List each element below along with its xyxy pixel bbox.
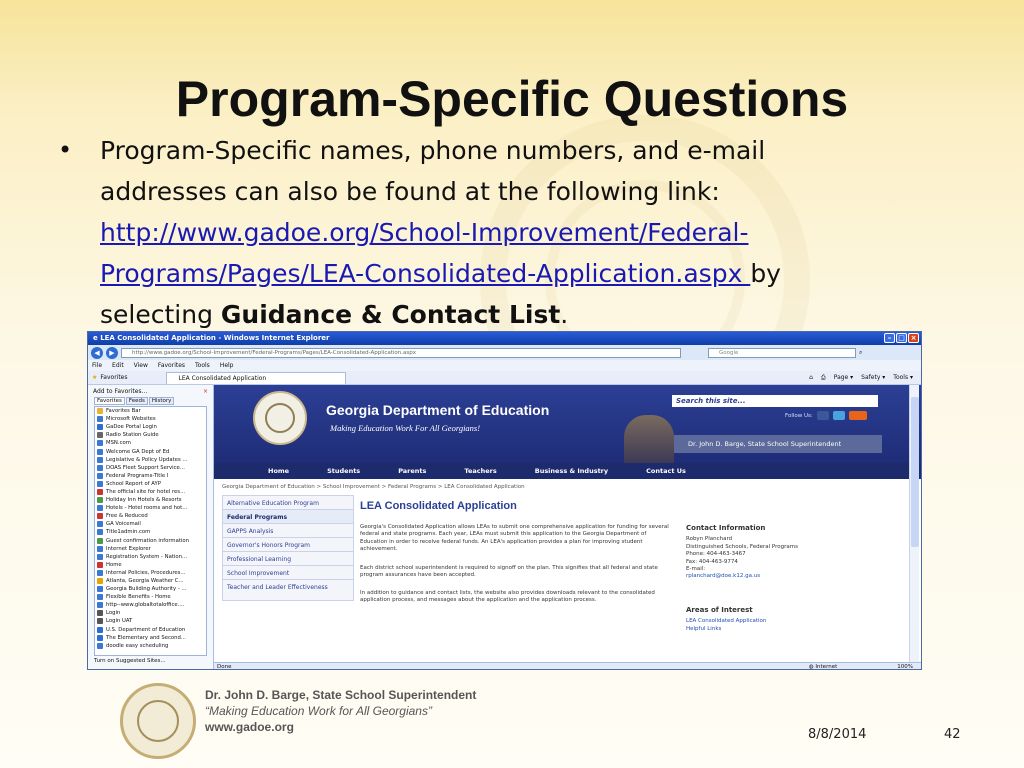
- favorite-page-icon: [97, 643, 103, 649]
- favorite-item-label: Welcome GA Dept of Ed: [106, 448, 170, 455]
- contact-fax: Fax: 404-463-9774: [686, 558, 738, 565]
- forward-icon[interactable]: ▶: [106, 347, 118, 359]
- favorites-button[interactable]: Favorites: [100, 374, 128, 381]
- contact-heading: Contact Information: [686, 524, 766, 532]
- ie-icon: e: [93, 334, 101, 342]
- favorite-item-label: Hotels - Hotel rooms and hot...: [106, 505, 188, 512]
- tab-feeds[interactable]: Feeds: [126, 397, 148, 405]
- contact-phone: Phone: 404-463-3467: [686, 551, 746, 558]
- areas-of-interest: [686, 607, 816, 633]
- favorite-page-icon: [97, 489, 103, 495]
- tab-favorites[interactable]: Favorites: [94, 397, 125, 405]
- suggested-sites-link[interactable]: Turn on Suggested Sites...: [94, 658, 166, 664]
- signoff-paragraph: Each district school superintendent is required to signoff on the plan. This signifies that all federal and state program assurances have been accepted.: [360, 565, 658, 579]
- contact-name: Robyn Planchard: [686, 536, 733, 543]
- close-panel-icon[interactable]: ×: [202, 387, 208, 395]
- favorite-item-label: Internal Policies, Procedures...: [106, 569, 186, 576]
- favorite-item[interactable]: [95, 488, 206, 496]
- favorite-item[interactable]: [95, 545, 206, 553]
- favorite-item[interactable]: [95, 407, 206, 415]
- favorite-page-icon: [97, 521, 103, 527]
- favorite-page-icon: [97, 570, 103, 576]
- footer-seal-inner: [137, 700, 179, 742]
- favorite-item-label: Legislative & Policy Updates ...: [106, 456, 188, 463]
- search-icon[interactable]: ⌕: [859, 348, 863, 356]
- contact-information: [686, 525, 816, 581]
- slide-number: 42: [944, 727, 961, 742]
- footer-website: www.gadoe.org: [205, 720, 294, 734]
- zoom-level[interactable]: 100%: [897, 664, 913, 670]
- status-right: [809, 663, 913, 670]
- facebook-icon[interactable]: [817, 411, 829, 420]
- favorite-page-icon: [97, 424, 103, 430]
- favorite-item-label: doodle easy scheduling: [106, 642, 169, 649]
- favorite-item[interactable]: [95, 609, 206, 617]
- areas-heading: Areas of Interest: [686, 606, 753, 614]
- gde-main-nav: [214, 463, 922, 479]
- rss-icon[interactable]: [849, 411, 867, 420]
- favorites-panel-header: [88, 385, 213, 397]
- favorite-page-icon: [97, 449, 103, 455]
- favorite-page-icon: [97, 594, 103, 600]
- favorite-item[interactable]: [95, 553, 206, 561]
- favorite-item[interactable]: [95, 415, 206, 423]
- contact-email-link[interactable]: rplanchard@doe.k12.ga.us: [686, 573, 761, 580]
- favorite-item[interactable]: [95, 585, 206, 593]
- bullet-bold-text: Guidance & Contact List: [220, 300, 561, 329]
- favorite-page-icon: [97, 481, 103, 487]
- gadoe-link[interactable]: http://www.gadoe.org/School-Improvement/Federal-Programs/Pages/LEA-Consolidated-Application.aspx: [100, 218, 751, 288]
- nav-home[interactable]: Home: [268, 467, 290, 475]
- favorite-item[interactable]: [95, 561, 206, 569]
- georgia-seal-inner: [265, 403, 295, 433]
- menu-file[interactable]: File: [92, 362, 103, 369]
- favorite-item[interactable]: [95, 642, 206, 650]
- internet-zone: [809, 663, 837, 670]
- favorite-item[interactable]: [95, 439, 206, 447]
- favorite-item[interactable]: [95, 456, 206, 464]
- bullet-period: .: [560, 300, 569, 329]
- footer-superintendent: Dr. John D. Barge, State School Superintendent: [205, 688, 477, 702]
- gde-tagline: Making Education Work For All Georgians!: [330, 423, 481, 433]
- favorite-item-label: MSN.com: [106, 440, 131, 447]
- favorite-item-label: Flexible Benefits - Home: [106, 594, 171, 601]
- breadcrumb[interactable]: Georgia Department of Education > School Improvement > Federal Programs > LEA Consolidated Application: [222, 484, 525, 490]
- menu-tools[interactable]: Tools: [195, 362, 210, 369]
- favorite-item[interactable]: [95, 634, 206, 642]
- page-menu[interactable]: Page ▾: [833, 373, 854, 381]
- favorite-page-icon: [97, 432, 103, 438]
- favorite-page-icon: [97, 546, 103, 552]
- favorite-page-icon: [97, 578, 103, 584]
- favorite-item-label: Home: [106, 561, 122, 568]
- favorite-item-label: DOAS Fleet Support Service...: [106, 464, 185, 471]
- favorites-list: [94, 406, 207, 656]
- nav-teachers[interactable]: Teachers: [464, 467, 497, 475]
- tab-lea-consolidated[interactable]: LEA Consolidated Application: [166, 372, 346, 384]
- follow-us: [785, 411, 867, 420]
- downloads-paragraph: In addition to guidance and contact lists, the website also provides downloads relevant to the consolidated application process, and messages about the application and the application process.: [360, 590, 655, 604]
- favorite-item[interactable]: [95, 447, 206, 455]
- favorite-item-label: Guest confirmation information: [106, 537, 189, 544]
- sidenav-governors-honors[interactable]: Governor's Honors Program: [222, 537, 354, 552]
- gde-site-title[interactable]: Georgia Department of Education: [326, 402, 550, 418]
- superintendent-photo: [624, 415, 674, 463]
- contact-role: Distinguished Schools, Federal Programs: [686, 543, 799, 550]
- address-bar: [88, 345, 921, 360]
- bullet-text: [100, 130, 890, 335]
- minimize-icon[interactable]: –: [884, 333, 895, 343]
- menu-favorites[interactable]: Favorites: [157, 362, 186, 369]
- favorites-tabs: [88, 397, 213, 405]
- footer-tagline: “Making Education Work for All Georgians”: [205, 704, 432, 718]
- star-icon: ★: [92, 374, 98, 381]
- favorite-item-label: Federal Programs-Title I: [106, 472, 169, 479]
- favorite-item-label: U.S. Department of Education: [106, 626, 186, 633]
- favorite-page-icon: [97, 586, 103, 592]
- twitter-icon[interactable]: [833, 411, 845, 420]
- favorite-item-label: Holiday Inn Hotels & Resorts: [106, 497, 182, 504]
- sidenav-federal-programs[interactable]: Federal Programs: [222, 509, 354, 524]
- favorite-item[interactable]: [95, 431, 206, 439]
- favorite-item-label: GaDoe Portal Login: [106, 424, 157, 431]
- favorite-item[interactable]: [95, 601, 206, 609]
- bullet-line: Program-Specific names, phone numbers, and e-mail addresses can also be found at the following link:: [100, 136, 766, 206]
- tab-history[interactable]: History: [149, 397, 175, 405]
- globe-icon: ◍: [808, 664, 816, 670]
- favorite-item-label: The official site for hotel res...: [106, 488, 186, 495]
- area-link-helpful[interactable]: Helpful Links: [686, 625, 722, 632]
- favorite-item[interactable]: [95, 504, 206, 512]
- favorite-page-icon: [97, 562, 103, 568]
- favorite-item-label: School Report of AYP: [106, 480, 161, 487]
- sidenav-alternative-education[interactable]: Alternative Education Program: [222, 495, 354, 510]
- favorite-page-icon: [97, 408, 103, 414]
- favorite-item[interactable]: [95, 480, 206, 488]
- status-bar: [214, 662, 922, 670]
- favorite-item-label: Favorites Bar: [106, 408, 141, 415]
- favorite-item-label: http--www.globaltotaloffice....: [106, 602, 185, 609]
- gde-header: [214, 385, 922, 463]
- favorite-item[interactable]: [95, 617, 206, 625]
- favorite-item[interactable]: [95, 496, 206, 504]
- web-content: [214, 385, 922, 662]
- page-title: LEA Consolidated Application: [360, 500, 517, 512]
- favorite-item[interactable]: [95, 626, 206, 634]
- favorite-item[interactable]: [95, 528, 206, 536]
- home-icon[interactable]: ⌂: [809, 373, 813, 381]
- favorite-page-icon: [97, 465, 103, 471]
- side-nav: [222, 495, 354, 600]
- favorite-item-label: Login: [106, 610, 121, 617]
- favorite-item-label: GA Voicemail: [106, 521, 141, 528]
- sidenav-professional-learning[interactable]: Professional Learning: [222, 551, 354, 566]
- sidenav-school-improvement[interactable]: School Improvement: [222, 565, 354, 580]
- favorite-page-icon: [97, 627, 103, 633]
- follow-us-label: Follow Us:: [785, 412, 813, 419]
- site-search-input[interactable]: Search this site...: [672, 395, 878, 407]
- favorite-page-icon: [97, 416, 103, 422]
- favorite-item-label: Radio Station Guide: [106, 432, 159, 439]
- nav-parents[interactable]: Parents: [398, 467, 427, 475]
- slide-date: 8/8/2014: [808, 727, 867, 742]
- safety-menu[interactable]: Safety ▾: [861, 373, 886, 381]
- favorites-panel: [88, 385, 214, 670]
- favorite-item[interactable]: [95, 569, 206, 577]
- sidenav-teacher-leader[interactable]: Teacher and Leader Effectiveness: [222, 579, 354, 601]
- menu-bar: [88, 360, 921, 371]
- favorite-item-label: Georgia Building Authority - ...: [106, 586, 187, 593]
- slide-title: Program-Specific Questions: [175, 71, 849, 127]
- favorite-item[interactable]: [95, 577, 206, 585]
- favorite-page-icon: [97, 538, 103, 544]
- favorite-page-icon: [97, 473, 103, 479]
- scrollbar-thumb[interactable]: [911, 397, 919, 547]
- favorite-page-icon: [97, 505, 103, 511]
- add-to-favorites-button[interactable]: Add to Favorites...: [93, 387, 148, 395]
- status-text: Done: [217, 664, 232, 670]
- favorite-page-icon: [97, 457, 103, 463]
- menu-edit[interactable]: Edit: [112, 362, 124, 369]
- bullet-after-link: by selecting: [100, 259, 781, 329]
- browser-screenshot: [87, 331, 922, 670]
- favorite-item-label: Title1admin.com: [106, 529, 151, 536]
- page-scrollbar[interactable]: [909, 385, 919, 662]
- favorite-item-label: Internet Explorer: [106, 545, 151, 552]
- favorite-page-icon: [97, 618, 103, 624]
- url-input[interactable]: http://www.gadoe.org/School-Improvement/Federal-Programs/Pages/LEA-Consolidated-Application.aspx: [121, 348, 681, 358]
- contact-email-label: E-mail:: [686, 566, 706, 573]
- search-input[interactable]: Google: [708, 348, 856, 358]
- favorite-item[interactable]: [95, 472, 206, 480]
- sidenav-gapps-analysis[interactable]: GAPPS Analysis: [222, 523, 354, 538]
- internet-zone-label: Internet: [815, 664, 838, 670]
- menu-view[interactable]: View: [133, 362, 148, 369]
- favorite-page-icon: [97, 513, 103, 519]
- nav-students[interactable]: Students: [327, 467, 361, 475]
- close-icon[interactable]: ×: [908, 333, 919, 343]
- favorite-page-icon: [97, 529, 103, 535]
- favorites-bar: [88, 371, 921, 385]
- window-title: LEA Consolidated Application - Windows Internet Explorer: [100, 334, 330, 342]
- favorite-item[interactable]: [95, 520, 206, 528]
- nav-business-industry[interactable]: Business & Industry: [534, 467, 609, 475]
- command-bar: [809, 374, 921, 382]
- favorite-item[interactable]: [95, 464, 206, 472]
- favorite-item[interactable]: [95, 423, 206, 431]
- bullet-dot-icon: •: [58, 136, 73, 164]
- browser-titlebar: [88, 332, 921, 345]
- favorite-item[interactable]: [95, 512, 206, 520]
- favorite-page-icon: [97, 635, 103, 641]
- favorite-item-label: Registration System - Nation...: [106, 553, 188, 560]
- window-controls: [884, 333, 919, 343]
- area-link-lea[interactable]: LEA Consolidated Application: [686, 618, 767, 625]
- maximize-icon[interactable]: □: [896, 333, 907, 343]
- favorite-item[interactable]: [95, 537, 206, 545]
- favorite-item-label: Microsoft Websites: [106, 416, 156, 423]
- favorite-item-label: Atlanta, Georgia Weather C...: [106, 578, 184, 585]
- favorite-page-icon: [97, 440, 103, 446]
- favorite-item[interactable]: [95, 593, 206, 601]
- print-icon[interactable]: ⎙: [820, 373, 826, 381]
- back-icon[interactable]: ◀: [91, 347, 103, 359]
- favorite-page-icon: [97, 602, 103, 608]
- favorite-item-label: Free & Reduced: [106, 513, 148, 520]
- menu-help[interactable]: Help: [219, 362, 234, 369]
- favorite-item-label: The Elementary and Second...: [106, 634, 186, 641]
- tools-menu[interactable]: Tools ▾: [893, 373, 913, 381]
- superintendent-banner: Dr. John D. Barge, State School Superintendent: [674, 435, 882, 453]
- intro-paragraph: Georgia's Consolidated Application allows LEAs to submit one comprehensive application for funding for several federal and state programs. Each year, LEAs must submit this application to the Georgia Department of Education in order to receive federal funds. An LEA's application provides a plan for improving student achievement.: [360, 524, 669, 553]
- favorite-item-label: Login UAT: [106, 618, 133, 625]
- favorite-page-icon: [97, 497, 103, 503]
- favorite-page-icon: [97, 610, 103, 616]
- favorite-page-icon: [97, 554, 103, 560]
- nav-contact-us[interactable]: Contact Us: [646, 467, 686, 475]
